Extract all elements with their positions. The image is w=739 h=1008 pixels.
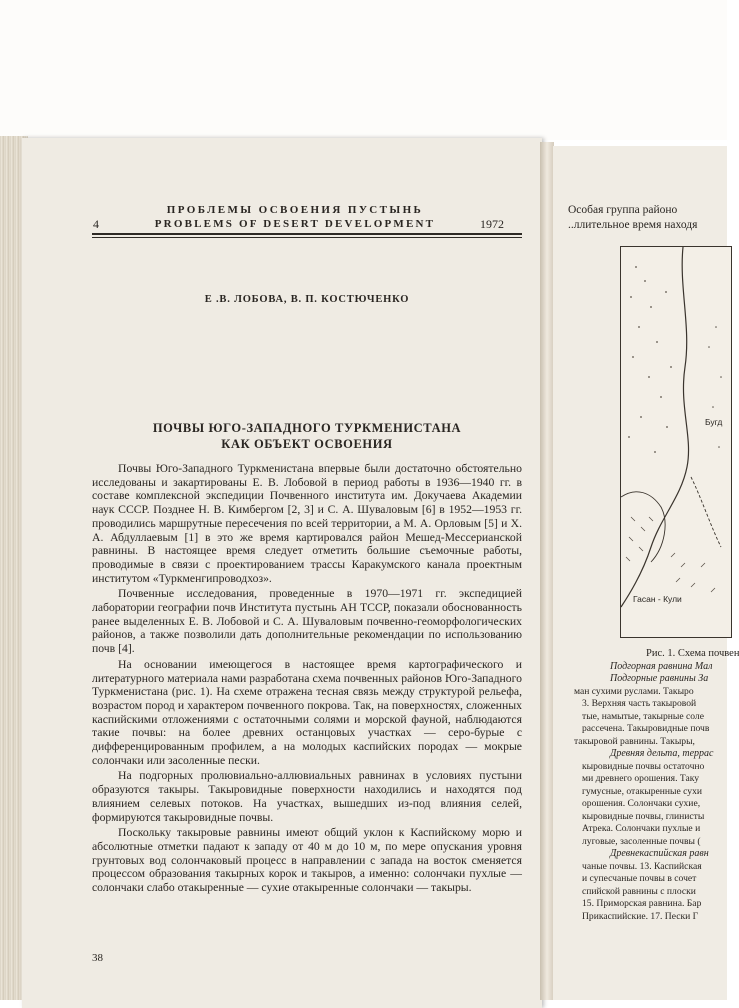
right-page-intro <box>568 203 728 233</box>
legend-line: Подгорные равнины За <box>610 673 709 684</box>
journal-title-en: PROBLEMS OF DESERT DEVELOPMENT <box>154 218 436 230</box>
legend-line: кыровидные почвы остаточно <box>582 760 705 772</box>
legend-line: луговые, засоленные почвы ( <box>582 835 701 847</box>
legend-line: такыровой равнины. Такыры, <box>574 735 695 747</box>
article-title-line-2: КАК ОБЪЕКТ ОСВОЕНИЯ <box>221 437 393 451</box>
article-title <box>92 420 522 452</box>
legend-line: Древнекаспийская равн <box>610 848 709 859</box>
paragraph: Почвы Юго-Западного Туркменистана впервые были достаточно обстоятельно исследованы и закартированы Е. В. Лобовой в период работы в 1936—1940 гг. в составе комплексной экспедиции Почвенного института им. Докучаева Академии наук СССР. Позднее Н. В. Кимбергом [2, 3] и С. А. Шуваловым [6] в 1952—1953 гг. проводились маршрутные пересечения по всей территории, а М. А. Орловым [5] и Х. А. Абдуллаевым [1] в это же время картировался район Мешед-Мессерианской равнины. В настоящее время следует отметить большие съемочные работы, проводимые в связи с проектированием трассы Каракумского канала проектным институтом «Туркменгипроводхоз». <box>92 462 522 585</box>
legend-line: орошения. Солончаки сухие, <box>582 798 701 809</box>
header-rule-thick <box>92 233 522 235</box>
paragraph: Почвенные исследования, проведенные в 1970—1971 гг. экспедицией лаборатории географии почв Института пустынь АН ТССР, показали обоснованность ранее выделенных Е. В. Лобовой и С. А. Шуваловым почвенно-геоморфологических районов, а также позволили дать дополнительные рекомендации по использованию почв [4]. <box>92 587 522 656</box>
map-label-gasan-kuli: Гасан - Кули <box>633 594 682 604</box>
legend-line: ман сухими руслами. Такыро <box>574 685 694 697</box>
legend-line: тые, намытые, такырные соле <box>582 710 704 722</box>
map-label-bugd: Бугд <box>705 417 723 427</box>
legend-line: и супесчаные почвы в сочет <box>582 873 697 884</box>
figure-caption: Рис. 1. Схема почвен <box>646 648 739 659</box>
soil-regions-map <box>620 246 732 638</box>
legend-line: Подгорная равнина Мал <box>610 660 713 672</box>
legend-line: Древняя дельта, террас <box>610 748 714 759</box>
paragraph: На подгорных пролювиально-аллювиальных равнинах в условиях пустыни образуются такыры. Такыровидные поверхности находились и находятся под влиянием селевых потоков. На участках, вышедших из-под влияния селей, формируются такыровидные почвы. <box>92 769 522 824</box>
legend-line: рассечена. Такыровидные почв <box>582 723 710 734</box>
legend-line: ми древнего орошения. Таку <box>582 773 700 784</box>
right-page-line: Особая группа районо <box>568 204 678 216</box>
article-body <box>92 462 522 897</box>
legend-line: кыровидные почвы, глинисты <box>582 810 705 822</box>
legend-line: 3. Верхняя часть такыровой <box>582 698 697 709</box>
legend-line: Прикаспийские. 17. Пески Г <box>582 910 699 922</box>
journal-title-ru: ПРОБЛЕМЫ ОСВОЕНИЯ ПУСТЫНЬ <box>166 204 424 216</box>
journal-year: 1972 <box>480 217 504 231</box>
right-page-line: ..ллительное время находя <box>568 219 698 231</box>
map-caption <box>574 648 739 923</box>
header-rule-thin <box>92 237 522 238</box>
legend-line: чаные почвы. 13. Каспийская <box>582 860 702 872</box>
book-page-number: 38 <box>92 952 103 964</box>
paragraph: Поскольку такыровые равнины имеют общий уклон к Каспийскому морю и абсолютные отметки падают к западу от 40 м до 10 м, по мере опускания уровня грунтовых вод солончаковый процесс в направлении с запада на восток сменяется процессом образования такырных корок и такыров, а именно: солончаки пухлые — солончаки слабо отакыренные — сухие отакыренные солончаки — такыры. <box>92 826 522 895</box>
journal-page-number: 4 <box>93 217 99 231</box>
article-authors: Е .В. ЛОБОВА, В. П. КОСТЮЧЕНКО <box>204 294 410 305</box>
article-title-line-1: ПОЧВЫ ЮГО-ЗАПАДНОГО ТУРКМЕНИСТАНА <box>152 421 462 435</box>
map-drawing <box>621 247 731 637</box>
legend-line: Атрека. Солончаки пухлые и <box>582 823 701 834</box>
book-gutter <box>540 142 554 1000</box>
legend-line: спийской равнины с плоски <box>582 885 696 897</box>
background-top <box>0 0 727 140</box>
legend-line: 15. Приморская равнина. Бар <box>582 898 702 909</box>
paragraph: На основании имеющегося в настоящее время картографического и литературного материала нами разработана схема почвенных районов Юго-Западного Туркменистана (рис. 1). На схеме отражена тесная связь между структурой рельефа, возрастом пород и характером почвенного покрова. Так, на поверхностях, сложенных каспийскими отложениями с остаточными солями и морской фауной, наблюдаются такие почвы: на более древних останцовых участках — серо-бурые с дифференцированным профилем, а на молодых каспийских породах — мокрые солончаки или засоленные пески. <box>92 657 522 767</box>
legend-line: гумусные, отакыренные сухи <box>582 785 702 797</box>
